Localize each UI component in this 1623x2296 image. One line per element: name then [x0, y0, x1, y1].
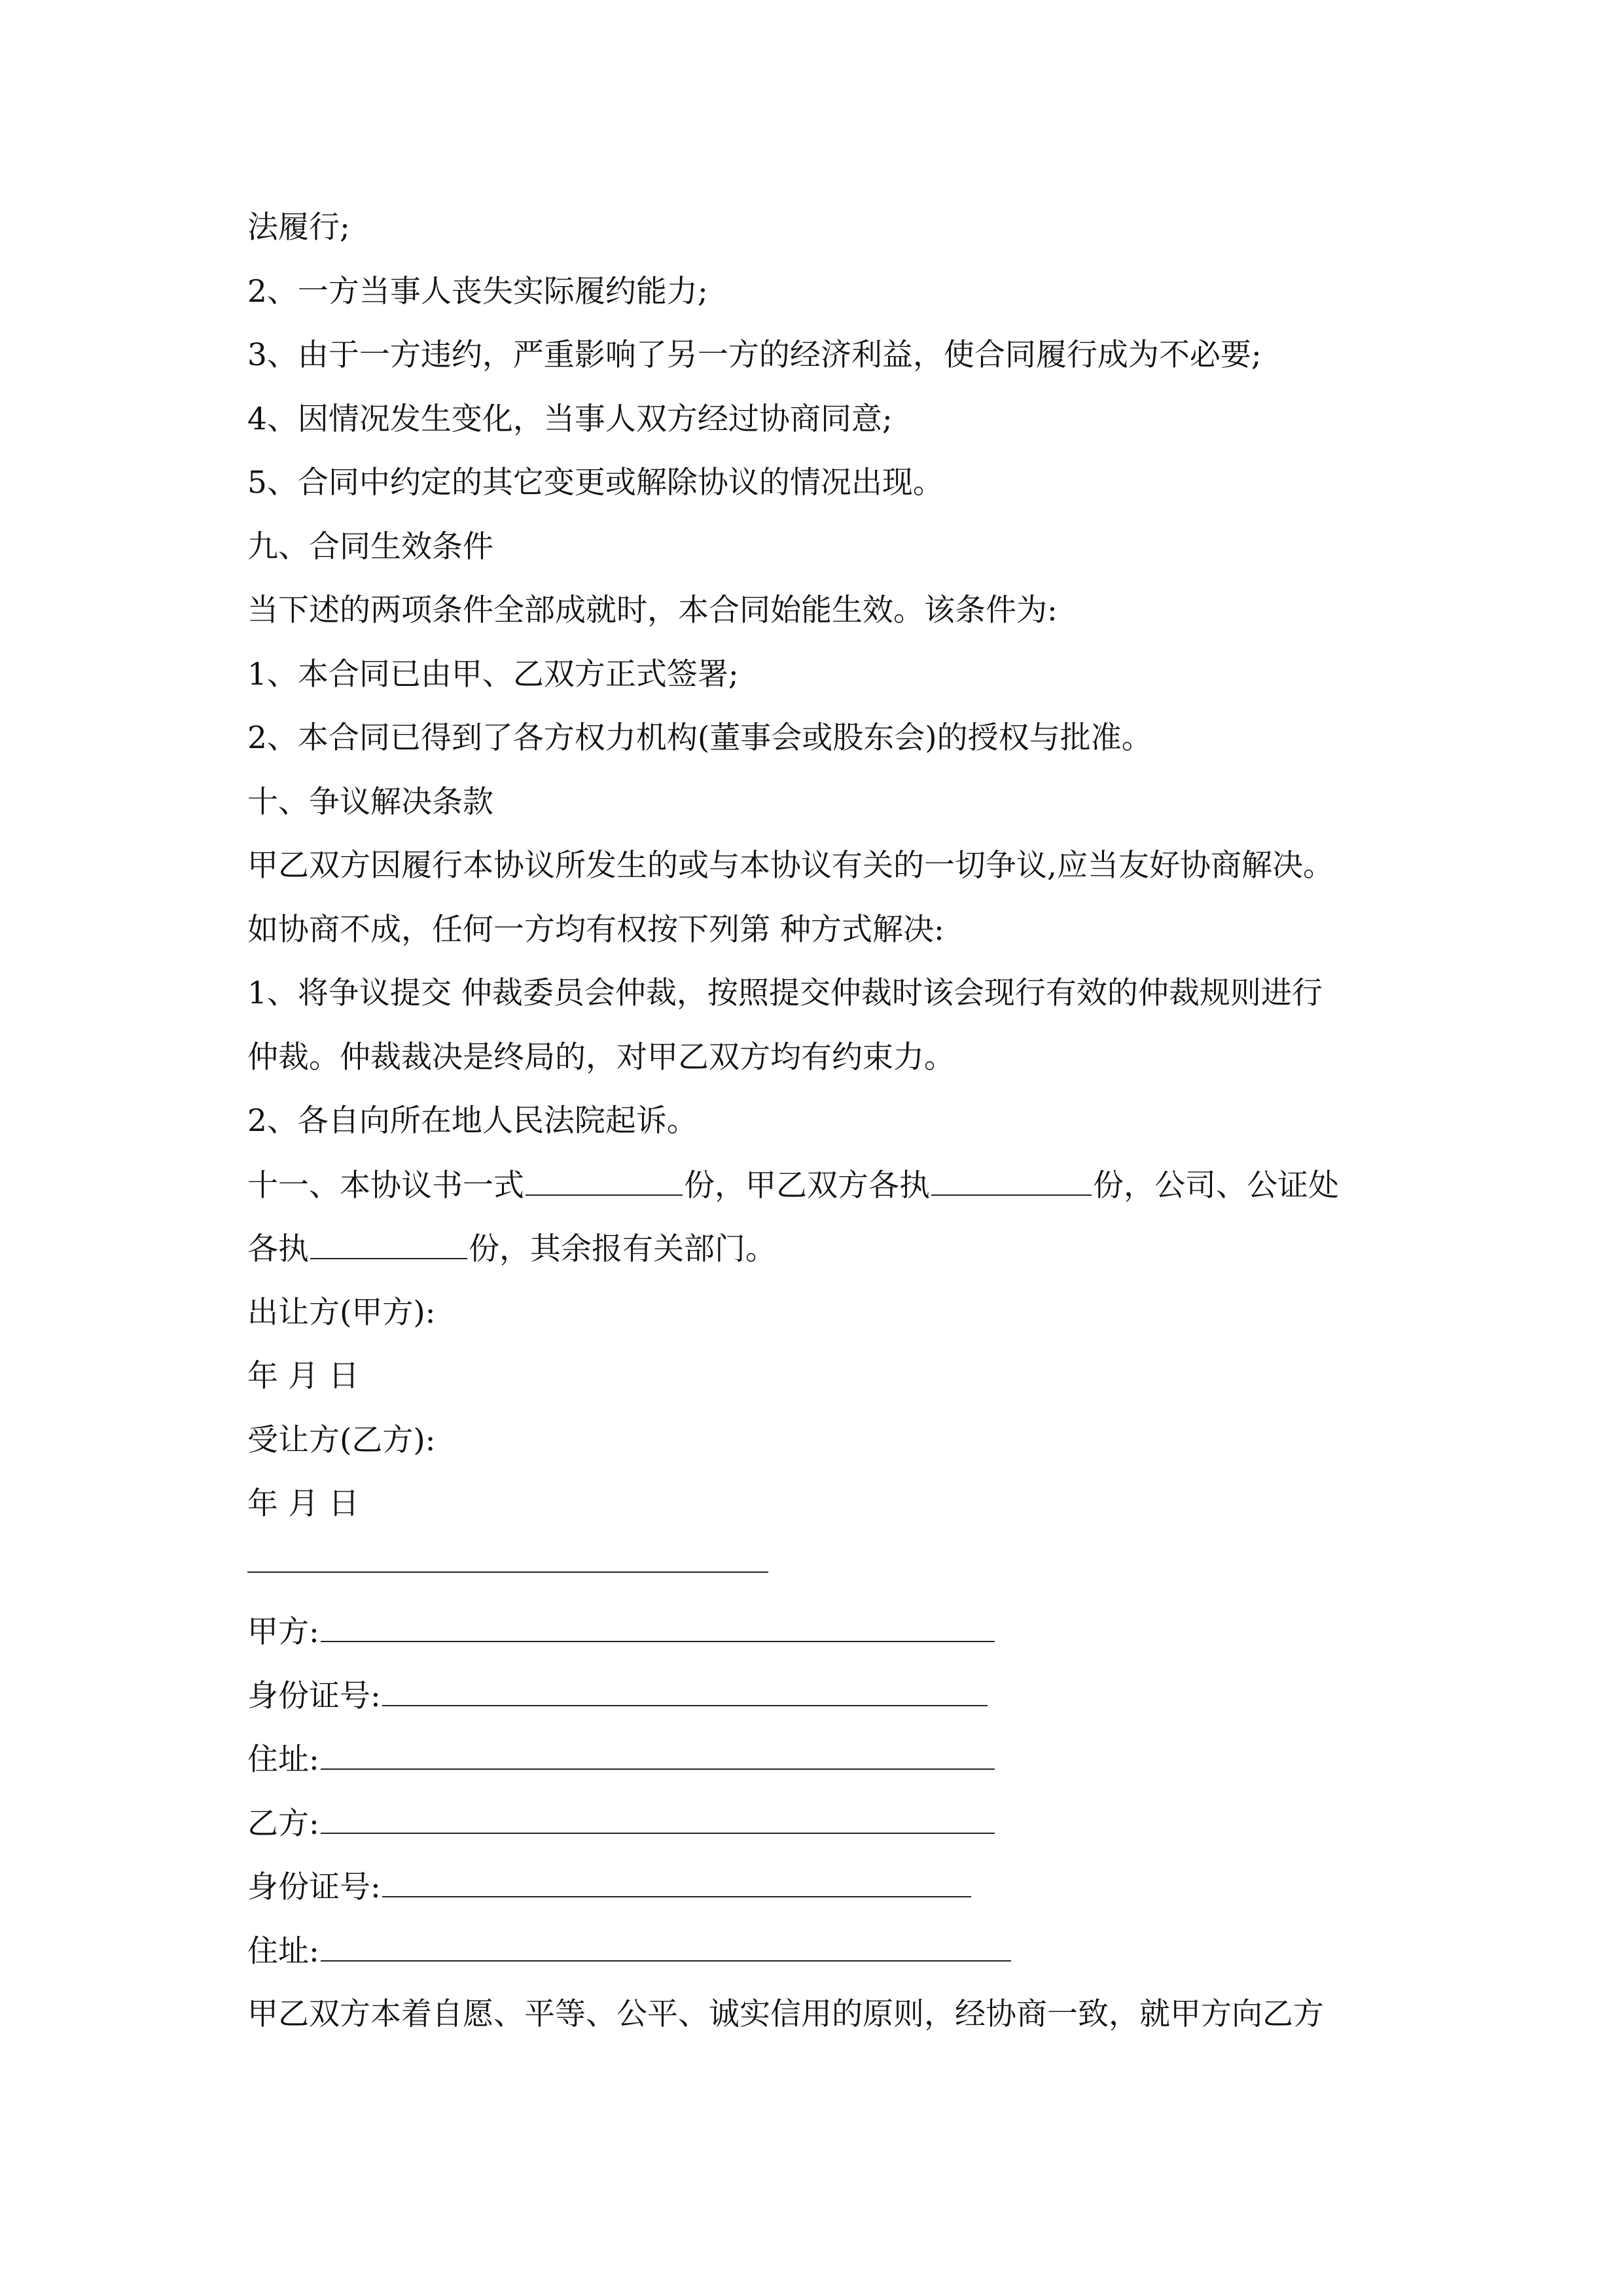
text-line: 仲裁。仲裁裁决是终局的，对甲乙双方均有约束力。 — [247, 1039, 955, 1075]
address-b-label: 住址: — [247, 1933, 319, 1969]
text-line: 2、一方当事人丧失实际履约能力; — [247, 273, 708, 310]
address-b-blank[interactable] — [321, 1928, 1011, 1962]
transferor-label: 出让方(甲方): — [247, 1294, 436, 1331]
text-line: 甲乙双方因履行本协议所发生的或与本协议有关的一切争议,应当友好协商解决。 — [247, 848, 1334, 884]
date-line: 年 月 日 — [247, 1358, 359, 1394]
id-a-blank[interactable] — [382, 1672, 988, 1706]
address-a-label: 住址: — [247, 1742, 319, 1778]
address-a-row — [247, 1736, 1399, 1800]
document-body — [247, 204, 1399, 2055]
text-line: 如协商不成，任何一方均有权按下列第 种方式解决: — [247, 911, 944, 948]
text-line: 1、本合同已由甲、乙双方正式签署; — [247, 656, 739, 692]
party-b-label: 乙方: — [247, 1805, 319, 1842]
clause-11-text: 各执 — [247, 1231, 309, 1267]
id-b-blank[interactable] — [382, 1863, 971, 1897]
party-b-row — [247, 1800, 1399, 1864]
text-line: 5、合同中约定的其它变更或解除协议的情况出现。 — [247, 465, 944, 501]
clause-11-line-2 — [247, 1225, 1399, 1289]
clause-11-line-1 — [247, 1162, 1399, 1226]
id-a-row — [247, 1672, 1399, 1736]
id-a-label: 身份证号: — [247, 1677, 381, 1714]
text-line: 1、将争议提交 仲裁委员会仲裁，按照提交仲裁时该会现行有效的仲裁规则进行 — [247, 975, 1323, 1011]
transferee-label: 受让方(乙方): — [247, 1422, 436, 1458]
party-a-label: 甲方: — [247, 1614, 319, 1650]
section-heading-10: 十、争议解决条款 — [247, 783, 493, 820]
copies-company-blank[interactable] — [310, 1225, 467, 1259]
clause-11-text: 份，公司、公证处 — [1093, 1167, 1339, 1204]
text-line: 2、本合同已得到了各方权力机构(董事会或股东会)的授权与批准。 — [247, 720, 1152, 756]
text-line: 3、由于一方违约，严重影响了另一方的经济利益，使合同履行成为不必要; — [247, 337, 1262, 373]
address-b-row — [247, 1928, 1399, 1992]
clause-11-text: 十一、本协议书一式 — [247, 1167, 524, 1204]
text-line: 甲乙双方本着自愿、平等、公平、诚实信用的原则，经协商一致，就甲方向乙方 — [247, 1996, 1324, 2032]
party-b-blank[interactable] — [321, 1800, 995, 1834]
section-heading-9: 九、合同生效条件 — [247, 528, 493, 565]
id-b-label: 身份证号: — [247, 1869, 381, 1905]
clause-11-text: 份，甲乙双方各执 — [684, 1167, 930, 1204]
clause-11-text: 份，其余报有关部门。 — [469, 1231, 776, 1267]
text-line: 法履行; — [247, 209, 350, 245]
address-a-blank[interactable] — [321, 1736, 995, 1770]
party-a-blank[interactable] — [321, 1608, 995, 1642]
copies-total-blank[interactable] — [526, 1162, 683, 1196]
date-line: 年 月 日 — [247, 1486, 359, 1522]
text-line: 当下述的两项条件全部成就时，本合同始能生效。该条件为: — [247, 592, 1058, 628]
separator-line — [247, 1545, 1399, 1609]
text-line: 2、各自向所在地人民法院起诉。 — [247, 1103, 698, 1139]
text-line: 4、因情况发生变化，当事人双方经过协商同意; — [247, 401, 893, 437]
copies-parties-blank[interactable] — [931, 1162, 1092, 1196]
separator-rule — [247, 1571, 768, 1573]
id-b-row — [247, 1863, 1399, 1928]
party-a-row — [247, 1608, 1399, 1672]
